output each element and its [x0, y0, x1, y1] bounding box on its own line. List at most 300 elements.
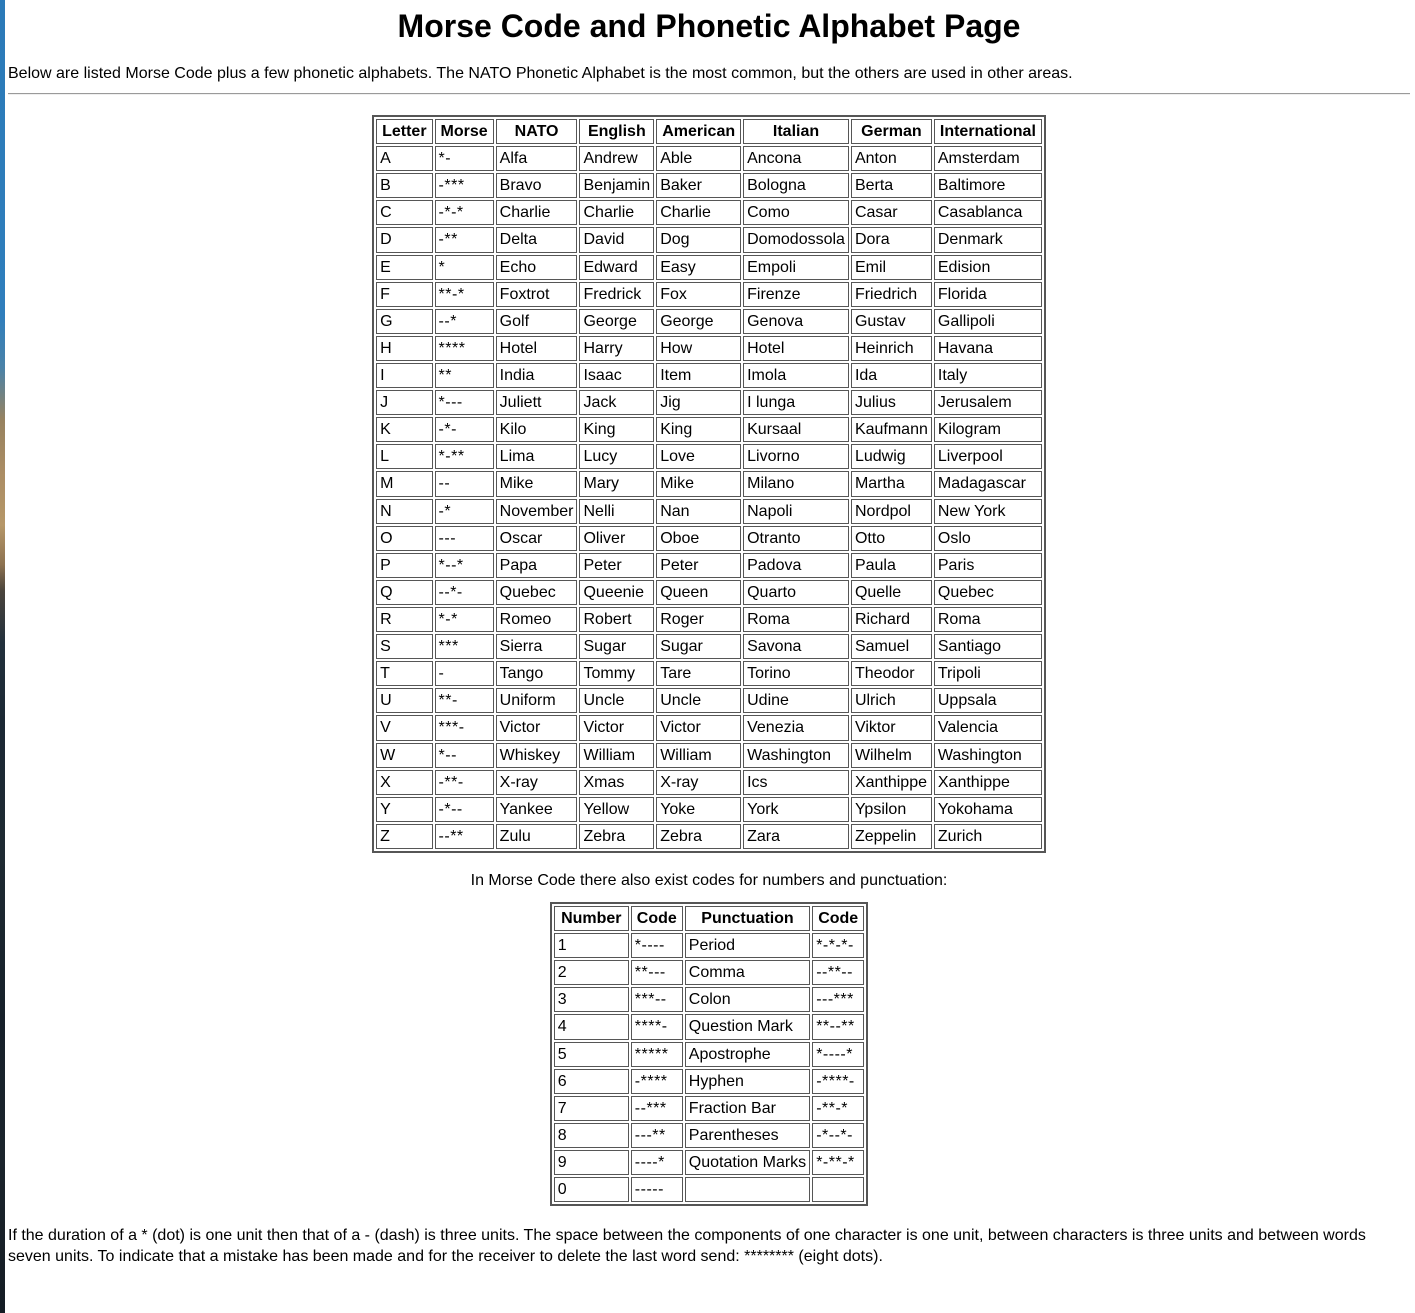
- table-cell: Como: [743, 200, 849, 225]
- table-cell: ***-: [435, 715, 494, 740]
- page-title: Morse Code and Phonetic Alphabet Page: [397, 8, 1021, 44]
- table-cell: Firenze: [743, 282, 849, 307]
- table-row: [554, 1069, 864, 1094]
- table-row: [376, 607, 1042, 632]
- page-content: [5, 0, 1414, 1267]
- table-cell: Baltimore: [934, 173, 1042, 198]
- table-cell: -**: [435, 227, 494, 252]
- table-cell: Quebec: [496, 580, 578, 605]
- table-row: [376, 173, 1042, 198]
- table-cell: -----: [631, 1177, 683, 1202]
- table-cell: Gustav: [851, 309, 932, 334]
- table-cell: 4: [554, 1014, 629, 1039]
- table-cell: Roma: [743, 607, 849, 632]
- table-cell: Roma: [934, 607, 1042, 632]
- table-cell: ***: [435, 634, 494, 659]
- table-cell: [685, 1177, 810, 1202]
- table-cell: *: [435, 255, 494, 280]
- table-row: [554, 987, 864, 1012]
- table-cell: V: [376, 715, 432, 740]
- table-cell: Emil: [851, 255, 932, 280]
- table-cell: Andrew: [579, 146, 654, 171]
- table-cell: C: [376, 200, 432, 225]
- table-cell: Udine: [743, 688, 849, 713]
- table-cell: Charlie: [579, 200, 654, 225]
- table-cell: ***--: [631, 987, 683, 1012]
- table-cell: Victor: [579, 715, 654, 740]
- table-cell: Robert: [579, 607, 654, 632]
- table-cell: Bologna: [743, 173, 849, 198]
- column-header: German: [851, 119, 932, 144]
- table-cell: Quotation Marks: [685, 1150, 810, 1175]
- table-cell: Viktor: [851, 715, 932, 740]
- table-cell: ****: [435, 336, 494, 361]
- table-cell: Jack: [579, 390, 654, 415]
- table-cell: *****: [631, 1042, 683, 1067]
- table-cell: --*-: [435, 580, 494, 605]
- table-cell: Sugar: [579, 634, 654, 659]
- table-cell: Ics: [743, 770, 849, 795]
- table-cell: How: [656, 336, 741, 361]
- table-cell: Torino: [743, 661, 849, 686]
- intro-text: Below are listed Morse Code plus a few phonetic alphabets. The NATO Phonetic Alphabet is the most common, but the others are used in other areas.: [8, 65, 1073, 82]
- table-cell: 5: [554, 1042, 629, 1067]
- table-cell: *-*-*-: [812, 933, 864, 958]
- table-cell: U: [376, 688, 432, 713]
- table-cell: Papa: [496, 553, 578, 578]
- table-row: [554, 933, 864, 958]
- table-cell: Uncle: [579, 688, 654, 713]
- table-row: [376, 526, 1042, 551]
- table-row: [376, 146, 1042, 171]
- table-row: [554, 1096, 864, 1121]
- table-cell: Berta: [851, 173, 932, 198]
- table-cell: Zara: [743, 824, 849, 849]
- table-cell: Ancona: [743, 146, 849, 171]
- table-cell: New York: [934, 499, 1042, 524]
- table-cell: ---**: [631, 1123, 683, 1148]
- divider: [8, 93, 1410, 95]
- table-cell: I: [376, 363, 432, 388]
- table-cell: *--*: [435, 553, 494, 578]
- table-cell: Yoke: [656, 797, 741, 822]
- table-row: [376, 688, 1042, 713]
- table-cell: Love: [656, 444, 741, 469]
- table-cell: November: [496, 499, 578, 524]
- table-cell: Comma: [685, 960, 810, 985]
- column-header: International: [934, 119, 1042, 144]
- table-cell: D: [376, 227, 432, 252]
- table-cell: **: [435, 363, 494, 388]
- table-cell: 8: [554, 1123, 629, 1148]
- table-row: [376, 499, 1042, 524]
- table-cell: Lucy: [579, 444, 654, 469]
- table-cell: Golf: [496, 309, 578, 334]
- table-cell: King: [579, 417, 654, 442]
- table-cell: Dog: [656, 227, 741, 252]
- table-cell: Imola: [743, 363, 849, 388]
- table-cell: *-: [435, 146, 494, 171]
- alphabet-table-header-row: [376, 119, 1042, 144]
- table-cell: Nelli: [579, 499, 654, 524]
- table-cell: Richard: [851, 607, 932, 632]
- table-cell: Roger: [656, 607, 741, 632]
- table-cell: X-ray: [656, 770, 741, 795]
- table-cell: Milano: [743, 471, 849, 496]
- table-cell: Valencia: [934, 715, 1042, 740]
- table-cell: --**: [435, 824, 494, 849]
- table-cell: Quebec: [934, 580, 1042, 605]
- table-cell: Edward: [579, 255, 654, 280]
- table-cell: Liverpool: [934, 444, 1042, 469]
- table-cell: Oliver: [579, 526, 654, 551]
- table-cell: ---***: [812, 987, 864, 1012]
- table-cell: Colon: [685, 987, 810, 1012]
- table-cell: -*-*: [435, 200, 494, 225]
- table-cell: Queen: [656, 580, 741, 605]
- table-cell: K: [376, 417, 432, 442]
- footer-note: If the duration of a * (dot) is one unit then that of a - (dash) is three units. The space between the components of one character is one unit, between characters is three units and between words seven units. To indicate that a mistake has been made and for the receiver to delete the last word send: ******** (eight dots).: [8, 1227, 1366, 1266]
- table-cell: **-: [435, 688, 494, 713]
- table-row: [554, 1177, 864, 1202]
- table-cell: Madagascar: [934, 471, 1042, 496]
- column-header: American: [656, 119, 741, 144]
- middle-note: In Morse Code there also exist codes for numbers and punctuation:: [470, 871, 948, 889]
- table-row: [376, 661, 1042, 686]
- table-cell: P: [376, 553, 432, 578]
- alphabet-table: [372, 115, 1046, 853]
- table-cell: Domodossola: [743, 227, 849, 252]
- table-cell: Tare: [656, 661, 741, 686]
- table-cell: Sugar: [656, 634, 741, 659]
- table-cell: Echo: [496, 255, 578, 280]
- table-cell: A: [376, 146, 432, 171]
- table-cell: Casar: [851, 200, 932, 225]
- column-header: Punctuation: [685, 906, 810, 931]
- table-cell: Tripoli: [934, 661, 1042, 686]
- table-cell: Jig: [656, 390, 741, 415]
- table-cell: Mary: [579, 471, 654, 496]
- table-cell: Anton: [851, 146, 932, 171]
- table-row: [376, 444, 1042, 469]
- table-cell: Santiago: [934, 634, 1042, 659]
- numbers-table: [550, 902, 868, 1206]
- table-cell: --**--: [812, 960, 864, 985]
- table-cell: -*: [435, 499, 494, 524]
- table-cell: 2: [554, 960, 629, 985]
- table-cell: Empoli: [743, 255, 849, 280]
- table-cell: *-**-*: [812, 1150, 864, 1175]
- table-cell: Washington: [743, 743, 849, 768]
- table-row: [376, 363, 1042, 388]
- table-row: [554, 1042, 864, 1067]
- table-cell: Ida: [851, 363, 932, 388]
- table-cell: -*--: [435, 797, 494, 822]
- table-cell: Kilogram: [934, 417, 1042, 442]
- table-cell: *---: [435, 390, 494, 415]
- table-cell: T: [376, 661, 432, 686]
- table-cell: George: [656, 309, 741, 334]
- table-cell: Kaufmann: [851, 417, 932, 442]
- table-cell: Theodor: [851, 661, 932, 686]
- table-cell: Livorno: [743, 444, 849, 469]
- table-cell: Fraction Bar: [685, 1096, 810, 1121]
- numbers-table-header-row: [554, 906, 864, 931]
- table-cell: *----*: [812, 1042, 864, 1067]
- table-cell: Xmas: [579, 770, 654, 795]
- table-cell: -*--*-: [812, 1123, 864, 1148]
- table-cell: Ludwig: [851, 444, 932, 469]
- table-cell: Easy: [656, 255, 741, 280]
- table-row: [376, 309, 1042, 334]
- table-cell: --***: [631, 1096, 683, 1121]
- table-cell: Friedrich: [851, 282, 932, 307]
- table-cell: Charlie: [496, 200, 578, 225]
- table-cell: Hyphen: [685, 1069, 810, 1094]
- table-cell: Zeppelin: [851, 824, 932, 849]
- table-cell: Ulrich: [851, 688, 932, 713]
- table-row: [376, 227, 1042, 252]
- column-header: Morse: [435, 119, 494, 144]
- column-header: Number: [554, 906, 629, 931]
- table-cell: **---: [631, 960, 683, 985]
- table-cell: Tommy: [579, 661, 654, 686]
- table-cell: King: [656, 417, 741, 442]
- table-row: [376, 715, 1042, 740]
- table-cell: L: [376, 444, 432, 469]
- table-cell: India: [496, 363, 578, 388]
- table-cell: Peter: [579, 553, 654, 578]
- table-cell: Paula: [851, 553, 932, 578]
- table-cell: Edision: [934, 255, 1042, 280]
- table-cell: H: [376, 336, 432, 361]
- table-cell: 7: [554, 1096, 629, 1121]
- table-cell: **-*: [435, 282, 494, 307]
- table-cell: X-ray: [496, 770, 578, 795]
- table-cell: Question Mark: [685, 1014, 810, 1039]
- table-cell: Parentheses: [685, 1123, 810, 1148]
- table-cell: R: [376, 607, 432, 632]
- table-cell: Jerusalem: [934, 390, 1042, 415]
- table-cell: Whiskey: [496, 743, 578, 768]
- table-cell: Zulu: [496, 824, 578, 849]
- table-cell: Oslo: [934, 526, 1042, 551]
- table-cell: **--**: [812, 1014, 864, 1039]
- table-cell: Xanthippe: [851, 770, 932, 795]
- table-cell: Heinrich: [851, 336, 932, 361]
- table-cell: Bravo: [496, 173, 578, 198]
- table-cell: W: [376, 743, 432, 768]
- table-cell: Apostrophe: [685, 1042, 810, 1067]
- table-cell: ---: [435, 526, 494, 551]
- table-cell: Tango: [496, 661, 578, 686]
- table-cell: Venezia: [743, 715, 849, 740]
- table-cell: Baker: [656, 173, 741, 198]
- table-cell: Yellow: [579, 797, 654, 822]
- table-cell: Victor: [656, 715, 741, 740]
- table-cell: Victor: [496, 715, 578, 740]
- table-cell: 0: [554, 1177, 629, 1202]
- table-row: [376, 797, 1042, 822]
- table-cell: Quelle: [851, 580, 932, 605]
- table-cell: George: [579, 309, 654, 334]
- table-cell: G: [376, 309, 432, 334]
- table-cell: Otto: [851, 526, 932, 551]
- table-row: [376, 824, 1042, 849]
- table-cell: Nan: [656, 499, 741, 524]
- table-cell: Delta: [496, 227, 578, 252]
- table-cell: Z: [376, 824, 432, 849]
- table-cell: 6: [554, 1069, 629, 1094]
- table-cell: Hotel: [496, 336, 578, 361]
- table-cell: Fox: [656, 282, 741, 307]
- table-cell: Napoli: [743, 499, 849, 524]
- table-cell: Isaac: [579, 363, 654, 388]
- table-cell: --*: [435, 309, 494, 334]
- table-cell: -: [435, 661, 494, 686]
- table-cell: Padova: [743, 553, 849, 578]
- table-cell: 9: [554, 1150, 629, 1175]
- table-cell: Savona: [743, 634, 849, 659]
- column-header: NATO: [496, 119, 578, 144]
- table-cell: Alfa: [496, 146, 578, 171]
- table-cell: Casablanca: [934, 200, 1042, 225]
- column-header: Code: [631, 906, 683, 931]
- table-row: [376, 770, 1042, 795]
- table-cell: Gallipoli: [934, 309, 1042, 334]
- table-cell: Quarto: [743, 580, 849, 605]
- table-cell: *--: [435, 743, 494, 768]
- table-cell: Fredrick: [579, 282, 654, 307]
- table-cell: Romeo: [496, 607, 578, 632]
- table-cell: -**-: [435, 770, 494, 795]
- table-cell: Zebra: [656, 824, 741, 849]
- table-row: [376, 390, 1042, 415]
- table-cell: -**-*: [812, 1096, 864, 1121]
- table-cell: Lima: [496, 444, 578, 469]
- table-row: [376, 743, 1042, 768]
- table-cell: E: [376, 255, 432, 280]
- table-cell: Mike: [496, 471, 578, 496]
- table-cell: Juliett: [496, 390, 578, 415]
- table-cell: Paris: [934, 553, 1042, 578]
- table-cell: Italy: [934, 363, 1042, 388]
- table-cell: *-*: [435, 607, 494, 632]
- table-cell: Havana: [934, 336, 1042, 361]
- table-row: [554, 1123, 864, 1148]
- table-row: [554, 1014, 864, 1039]
- table-cell: Ypsilon: [851, 797, 932, 822]
- table-cell: York: [743, 797, 849, 822]
- table-cell: N: [376, 499, 432, 524]
- table-row: [376, 336, 1042, 361]
- column-header: English: [579, 119, 654, 144]
- table-cell: Charlie: [656, 200, 741, 225]
- table-row: [376, 580, 1042, 605]
- table-cell: Yokohama: [934, 797, 1042, 822]
- column-header: Letter: [376, 119, 432, 144]
- table-cell: Foxtrot: [496, 282, 578, 307]
- table-cell: Sierra: [496, 634, 578, 659]
- table-cell: M: [376, 471, 432, 496]
- table-cell: Martha: [851, 471, 932, 496]
- table-cell: Queenie: [579, 580, 654, 605]
- table-cell: Zebra: [579, 824, 654, 849]
- table-row: [554, 1150, 864, 1175]
- table-cell: William: [656, 743, 741, 768]
- table-row: [376, 200, 1042, 225]
- table-cell: Uppsala: [934, 688, 1042, 713]
- table-cell: O: [376, 526, 432, 551]
- table-cell: J: [376, 390, 432, 415]
- table-cell: Denmark: [934, 227, 1042, 252]
- table-cell: Genova: [743, 309, 849, 334]
- table-row: [376, 553, 1042, 578]
- table-cell: 1: [554, 933, 629, 958]
- table-cell: F: [376, 282, 432, 307]
- table-cell: 3: [554, 987, 629, 1012]
- table-cell: Q: [376, 580, 432, 605]
- table-cell: Xanthippe: [934, 770, 1042, 795]
- table-cell: Wilhelm: [851, 743, 932, 768]
- table-cell: S: [376, 634, 432, 659]
- table-cell: Mike: [656, 471, 741, 496]
- table-row: [376, 417, 1042, 442]
- table-cell: I lunga: [743, 390, 849, 415]
- table-cell: Nordpol: [851, 499, 932, 524]
- table-cell: Harry: [579, 336, 654, 361]
- table-cell: Florida: [934, 282, 1042, 307]
- table-row: [376, 282, 1042, 307]
- table-cell: Washington: [934, 743, 1042, 768]
- table-cell: Julius: [851, 390, 932, 415]
- table-cell: *----: [631, 933, 683, 958]
- table-row: [554, 960, 864, 985]
- table-cell: -****-: [812, 1069, 864, 1094]
- table-row: [376, 255, 1042, 280]
- column-header: Italian: [743, 119, 849, 144]
- table-cell: ----*: [631, 1150, 683, 1175]
- table-cell: --: [435, 471, 494, 496]
- table-cell: Zurich: [934, 824, 1042, 849]
- table-row: [376, 634, 1042, 659]
- table-cell: David: [579, 227, 654, 252]
- table-cell: -*-: [435, 417, 494, 442]
- table-cell: Amsterdam: [934, 146, 1042, 171]
- table-cell: Uniform: [496, 688, 578, 713]
- table-cell: *-**: [435, 444, 494, 469]
- table-cell: Able: [656, 146, 741, 171]
- table-cell: Kilo: [496, 417, 578, 442]
- table-cell: Hotel: [743, 336, 849, 361]
- table-cell: ****-: [631, 1014, 683, 1039]
- table-cell: Oscar: [496, 526, 578, 551]
- table-row: [376, 471, 1042, 496]
- table-cell: Item: [656, 363, 741, 388]
- table-cell: -***: [435, 173, 494, 198]
- table-cell: -****: [631, 1069, 683, 1094]
- table-cell: Uncle: [656, 688, 741, 713]
- table-cell: X: [376, 770, 432, 795]
- table-cell: [812, 1177, 864, 1202]
- table-cell: Samuel: [851, 634, 932, 659]
- table-cell: Yankee: [496, 797, 578, 822]
- table-cell: Peter: [656, 553, 741, 578]
- table-cell: Period: [685, 933, 810, 958]
- column-header: Code: [812, 906, 864, 931]
- table-cell: Otranto: [743, 526, 849, 551]
- table-cell: Dora: [851, 227, 932, 252]
